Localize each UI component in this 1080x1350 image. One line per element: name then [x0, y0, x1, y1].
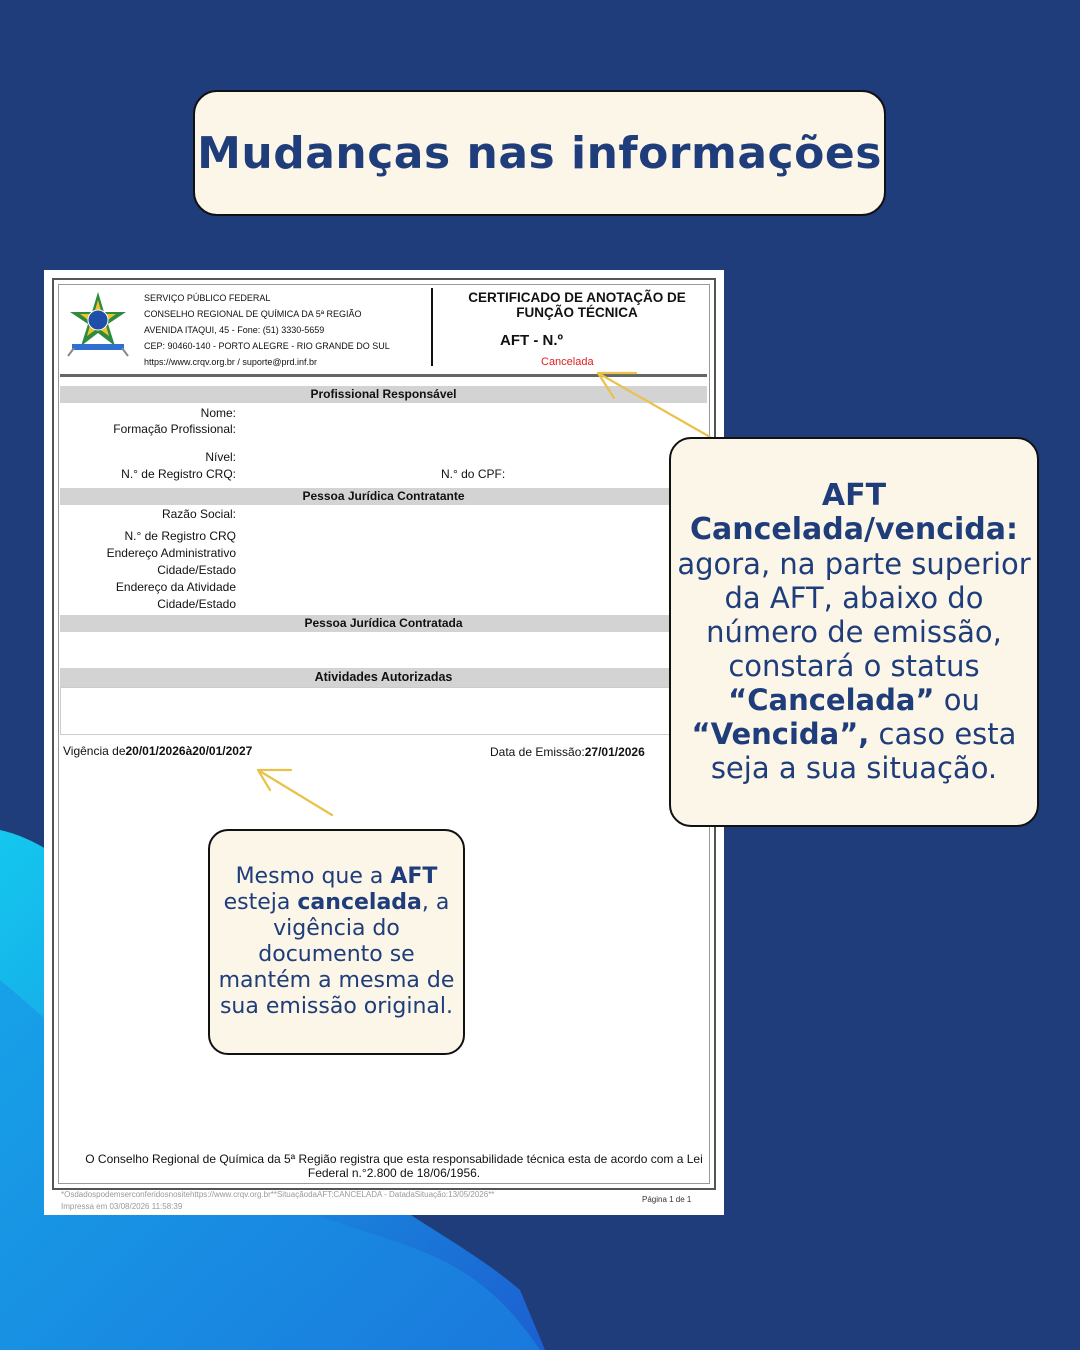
label-endereco-adm: Endereço Administrativo — [106, 546, 236, 560]
section-atividades: Atividades Autorizadas — [60, 668, 707, 687]
section-profissional: Profissional Responsável — [60, 386, 707, 403]
header-divider — [431, 288, 433, 366]
label-cidade-2: Cidade/Estado — [157, 597, 236, 611]
emissao-data: 27/01/2026 — [584, 745, 645, 759]
label-formacao: Formação Profissional: — [113, 422, 236, 436]
label-razao: Razão Social: — [161, 507, 236, 521]
label-cpf: N.° do CPF: — [441, 467, 506, 481]
coat-of-arms-icon — [64, 290, 132, 358]
label-endereco-ativ: Endereço da Atividade — [115, 580, 236, 594]
issuer-info — [144, 290, 390, 370]
atividades-box — [60, 687, 707, 735]
page-number: Página 1 de 1 — [642, 1195, 692, 1204]
callout-vigencia-body: Mesmo que a AFT esteja cancelada, a vigência do documento se mantém a mesma de sua emissão original. — [218, 864, 455, 1019]
label-registro-crq: N.° de Registro CRQ — [124, 529, 236, 543]
printed-at: Impressa em 03/08/2026 11:58:39 — [61, 1202, 183, 1211]
page-title: Mudanças nas informações — [197, 127, 882, 179]
vigencia-label: Vigência de — [63, 744, 126, 758]
issuer-line: AVENIDA ITAQUI, 45 - Fone: (51) 3330-5659 — [144, 325, 325, 335]
header-rule — [60, 374, 707, 377]
vigencia-fim: 20/01/2027 — [192, 744, 253, 758]
callout-cancelada-body: agora, na parte superior da AFT, abaixo do número de emissão, constará o status “Cancelada” ou “Vencida”, caso esta seja a sua situação. — [677, 547, 1031, 785]
label-registro: N.° de Registro CRQ: — [121, 467, 236, 481]
section-contratada: Pessoa Jurídica Contratada — [60, 615, 707, 632]
vigencia-inicio: 20/01/2026 — [125, 744, 186, 758]
label-nivel: Nível: — [205, 450, 236, 464]
callout-cancelada-heading: AFT Cancelada/vencida: — [690, 478, 1018, 547]
data-emissao — [490, 745, 645, 759]
fine-print: *Osdadospodemserconferidosnositehttps://www.crqv.org.br**SituaçãodaAFT:CANCELADA - DatadaSituação:13/05/2026** — [61, 1190, 495, 1199]
issuer-line: https://www.crqv.org.br / suporte@prd.inf.br — [144, 357, 318, 367]
vigencia-separator: à — [185, 744, 193, 758]
section-contratante: Pessoa Jurídica Contratante — [60, 488, 707, 505]
legal-footer: O Conselho Regional de Química da 5ª Região registra que esta responsabilidade técnica esta de acordo com a Lei Federal n.°2.800 de 18/06/1956. — [85, 1152, 703, 1180]
certificate-title: CERTIFICADO DE ANOTAÇÃO DE FUNÇÃO TÉCNICA — [468, 290, 686, 320]
title-banner — [193, 90, 886, 216]
callout-vigencia — [208, 829, 465, 1055]
issuer-line: CONSELHO REGIONAL DE QUÍMICA DA 5ª REGIÃO — [144, 309, 362, 319]
issuer-line: CEP: 90460-140 - PORTO ALEGRE - RIO GRANDE DO SUL — [144, 341, 390, 351]
emissao-label: Data de Emissão: — [490, 745, 585, 759]
vigencia — [63, 744, 252, 758]
issuer-line: SERVIÇO PÚBLICO FEDERAL — [144, 293, 271, 303]
certificate-document — [44, 270, 724, 1215]
aft-status: Cancelada — [541, 356, 594, 368]
label-cidade-1: Cidade/Estado — [157, 563, 236, 577]
callout-cancelada — [669, 437, 1039, 827]
aft-number: AFT - N.º — [500, 332, 563, 349]
label-nome: Nome: — [200, 406, 236, 420]
